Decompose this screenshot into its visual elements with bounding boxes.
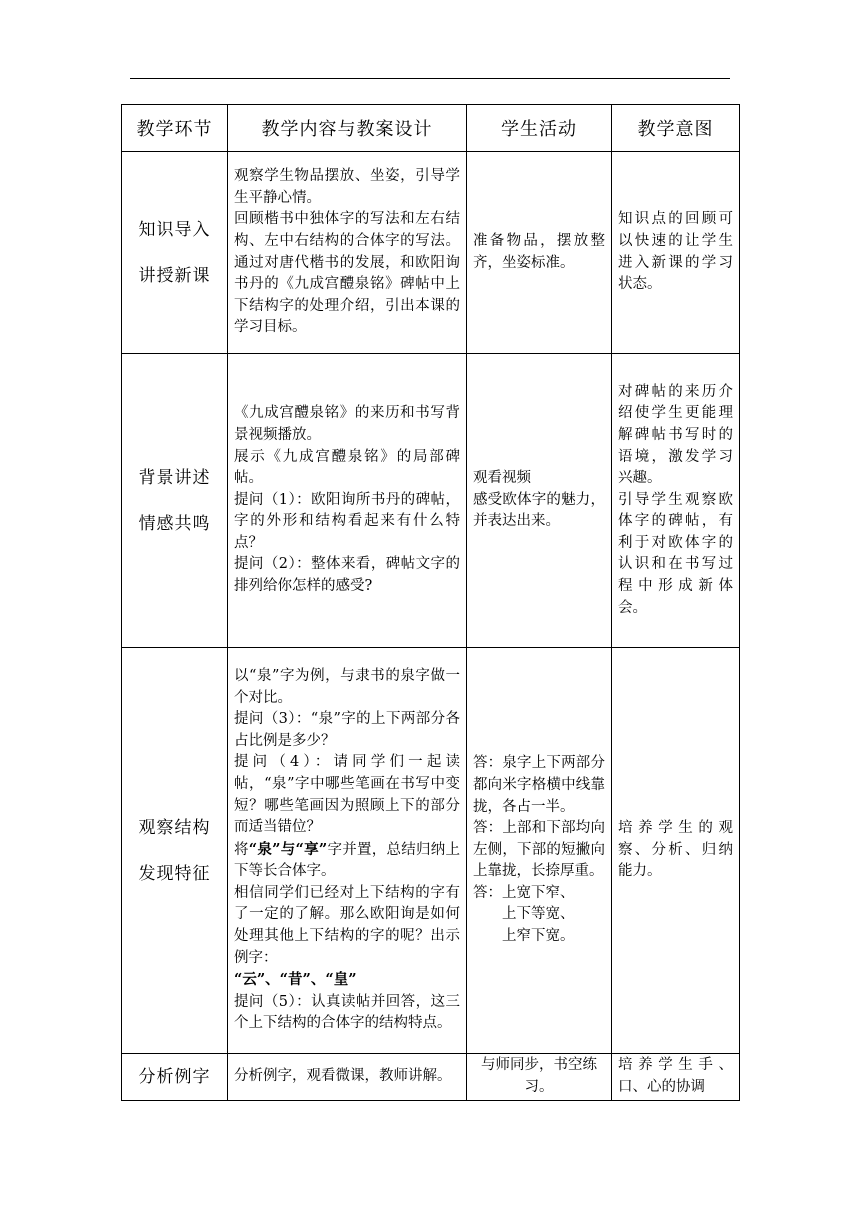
table-row (122, 354, 740, 648)
activity-cell: 准备物品，摆放整齐，坐姿标准。 (467, 152, 612, 354)
intent-cell: 培养学生手、口、心的协调 (612, 1054, 740, 1101)
header-rule (130, 78, 730, 79)
table-row (122, 152, 740, 354)
lesson-plan-table (121, 104, 740, 1101)
header-stage: 教学环节 (122, 105, 228, 152)
content-cell: 分析例字，观看微课，教师讲解。 (228, 1054, 467, 1101)
activity-cell: 与师同步，书空练习。 (467, 1054, 612, 1101)
table-row (122, 648, 740, 1054)
stage-cell: 背景讲述 情感共鸣 (122, 354, 228, 648)
stage-cell: 知识导入 讲授新课 (122, 152, 228, 354)
header-intent: 教学意图 (612, 105, 740, 152)
intent-cell: 对碑帖的来历介绍使学生更能理解碑帖书写时的语境，激发学习兴趣。 引导学生观察欧体字的碑帖，有利于对欧体字的认识和在书写过程中形成新体会。 (612, 354, 740, 648)
content-cell: 以“泉”字为例，与隶书的泉字做一个对比。 提问（3）：“泉”字的上下两部分各占比例是多少？ 提问（4）：请同学们一起读帖，“泉”字中哪些笔画在书写中变短？哪些笔画因为照顾上下的部分而适当错位？ 将“泉”与“享”字并置，总结归纳上下等长合体字。 相信同学们已经对上下结构的字有了一定的了解。那么欧阳询是如何处理其他上下结构的字的呢？出示例字： “云”、“昔”、“皇” 提问（5）：认真读帖并回答，这三个上下结构的合体字的结构特点。 (228, 648, 467, 1054)
activity-cell: 答：泉字上下两部分都向米字格横中线靠拢，各占一半。 答：上部和下部均向左侧，下部的短撇向上靠拢，长捺厚重。 答： 上宽下窄、 上下等宽、 上窄下宽。 (467, 648, 612, 1054)
header-content: 教学内容与教案设计 (228, 105, 467, 152)
compare-chars: “泉”与“享” (248, 840, 328, 858)
table-row (122, 1054, 740, 1101)
stage-cell: 观察结构 发现特征 (122, 648, 228, 1054)
table-header-row (122, 105, 740, 152)
intent-cell: 知识点的回顾可以快速的让学生进入新课的学习状态。 (612, 152, 740, 354)
activity-cell: 观看视频 感受欧体字的魅力，并表达出来。 (467, 354, 612, 648)
intent-cell: 培养学生的观察、分析、归纳能力。 (612, 648, 740, 1054)
header-activity: 学生活动 (467, 105, 612, 152)
content-cell: 观察学生物品摆放、坐姿，引导学生平静心情。 回顾楷书中独体字的写法和左右结构、左中右结构的合体字的写法。通过对唐代楷书的发展，和欧阳询书丹的《九成宫醴泉铭》碑帖中上下结构字的处理介绍，引出本课的学习目标。 (228, 152, 467, 354)
stage-cell: 分析例字 (122, 1054, 228, 1101)
content-cell: 《九成宫醴泉铭》的来历和书写背景视频播放。 展示《九成宫醴泉铭》的局部碑帖。 提问（1）：欧阳询所书丹的碑帖，字的外形和结构看起来有什么特点？ 提问（2）：整体来看，碑帖文字的排列给你怎样的感受? (228, 354, 467, 648)
example-chars: “云”、“昔”、“皇” (234, 971, 357, 989)
